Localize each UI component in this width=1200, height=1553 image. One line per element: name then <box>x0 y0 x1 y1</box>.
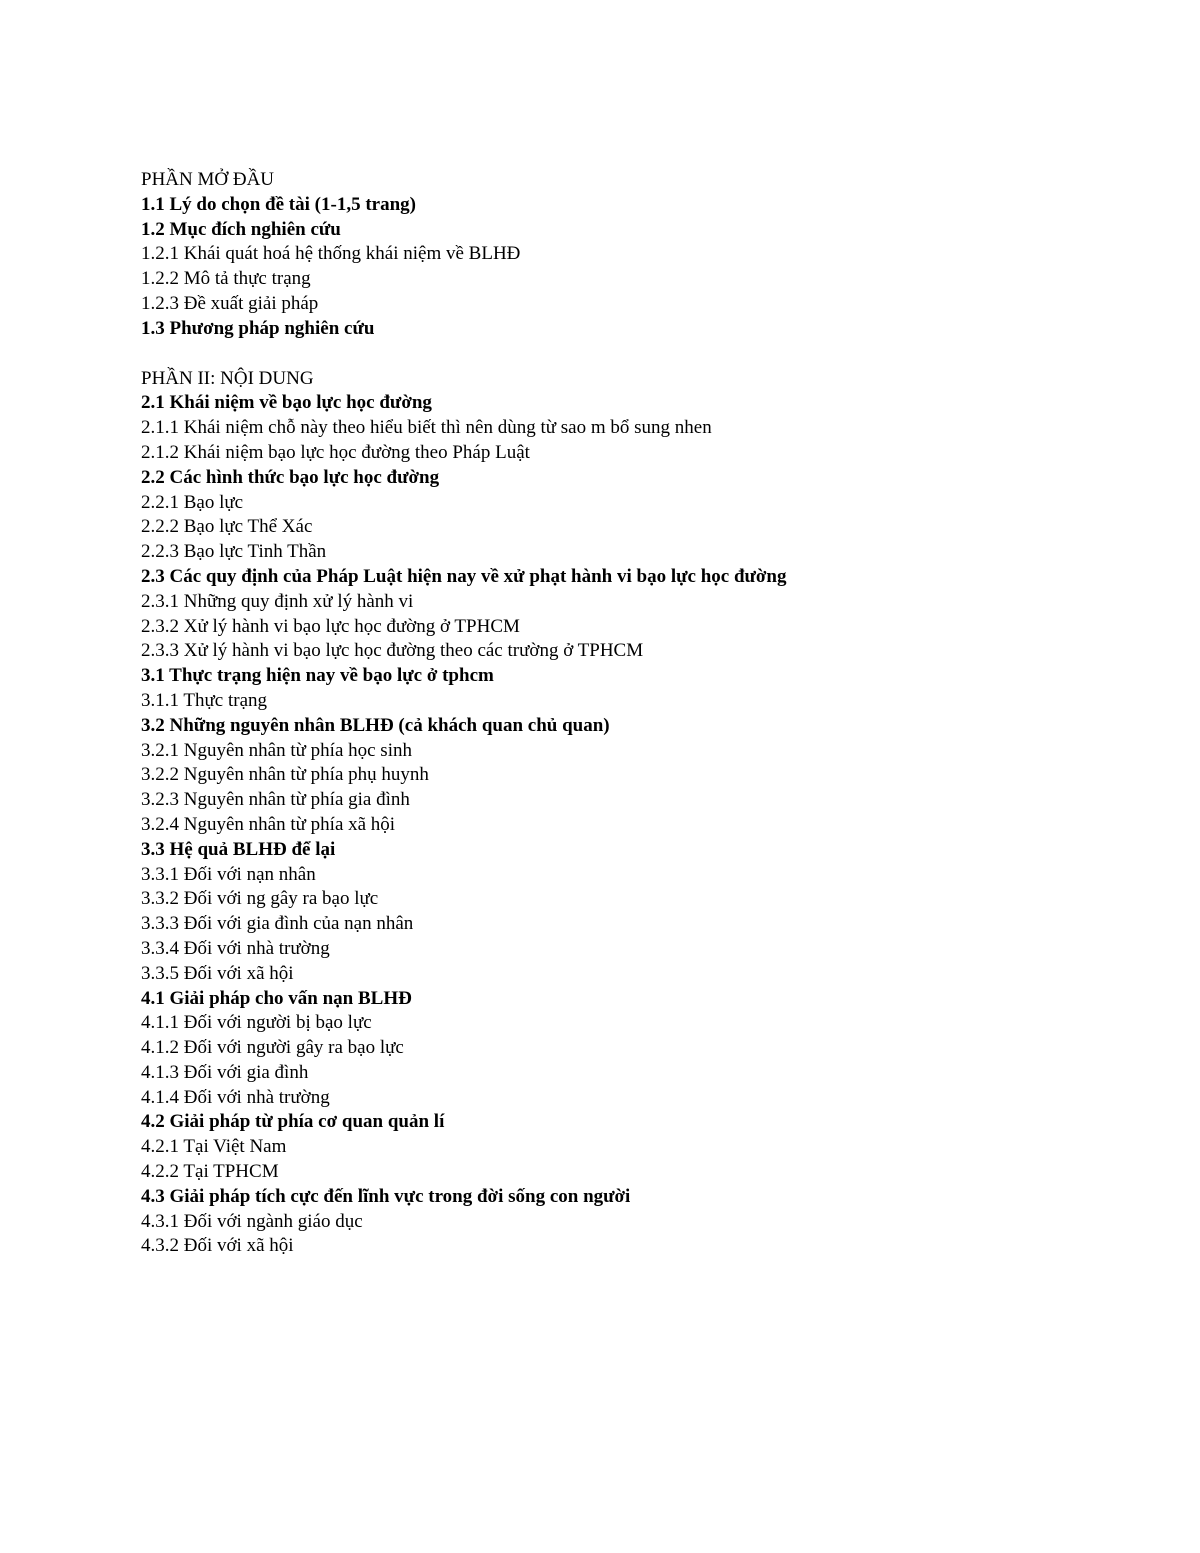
section-heading: 4.3 Giải pháp tích cực đến lĩnh vực trong đời sống con người <box>141 1185 631 1207</box>
subsection-item: 4.3.2 Đối với xã hội <box>141 1235 294 1257</box>
section-heading: 3.3 Hệ quả BLHĐ để lại <box>141 838 336 860</box>
subsection-item: 3.3.1 Đối với nạn nhân <box>141 863 316 885</box>
subsection-item: 2.2.3 Bạo lực Tinh Thần <box>141 541 327 563</box>
subsection-item: 3.3.4 Đối với nhà trường <box>141 937 330 959</box>
subsection-item: 2.3.3 Xử lý hành vi bạo lực học đường theo các trường ở TPHCM <box>141 640 644 662</box>
subsection-item: 3.1.1 Thực trạng <box>141 689 268 711</box>
subsection-item: 4.2.1 Tại Việt Nam <box>141 1136 287 1158</box>
section-heading: 4.1 Giải pháp cho vấn nạn BLHĐ <box>141 987 412 1009</box>
section-heading: 2.3 Các quy định của Pháp Luật hiện nay về xử phạt hành vi bạo lực học đường <box>141 565 787 587</box>
subsection-item: 4.1.3 Đối với gia đình <box>141 1061 309 1083</box>
subsection-item: 3.2.4 Nguyên nhân từ phía xã hội <box>141 813 396 835</box>
section-heading: 2.1 Khái niệm về bạo lực học đường <box>141 392 432 414</box>
subsection-item: 2.1.1 Khái niệm chỗ này theo hiểu biết thì nên dùng từ sao m bổ sung nhen <box>141 417 712 439</box>
document-content <box>141 168 1121 1259</box>
subsection-item: 2.1.2 Khái niệm bạo lực học đường theo Pháp Luật <box>141 441 530 463</box>
subsection-item: 3.2.1 Nguyên nhân từ phía học sinh <box>141 739 412 761</box>
subsection-item: 4.3.1 Đối với ngành giáo dục <box>141 1210 363 1232</box>
subsection-item: 2.2.2 Bạo lực Thể Xác <box>141 516 313 538</box>
subsection-item: 4.1.4 Đối với nhà trường <box>141 1086 330 1108</box>
section-heading: 4.2 Giải pháp từ phía cơ quan quản lí <box>141 1111 445 1133</box>
subsection-item: 3.2.3 Nguyên nhân từ phía gia đình <box>141 789 410 811</box>
subsection-item: 1.2.3 Đề xuất giải pháp <box>141 292 319 314</box>
section-heading: 3.2 Những nguyên nhân BLHĐ (cả khách quan chủ quan) <box>141 714 610 736</box>
subsection-item: 3.3.5 Đối với xã hội <box>141 962 294 984</box>
section-introduction <box>141 168 1121 342</box>
subsection-item: 3.3.3 Đối với gia đình của nạn nhân <box>141 913 414 935</box>
part-heading: PHẦN II: NỘI DUNG <box>141 367 314 389</box>
part-heading: PHẦN MỞ ĐẦU <box>141 169 275 190</box>
section-heading: 1.2 Mục đích nghiên cứu <box>141 218 341 240</box>
subsection-item: 4.2.2 Tại TPHCM <box>141 1161 279 1183</box>
section-heading: 2.2 Các hình thức bạo lực học đường <box>141 466 440 488</box>
subsection-item: 4.1.2 Đối với người gây ra bạo lực <box>141 1037 404 1059</box>
subsection-item: 1.2.2 Mô tả thực trạng <box>141 268 311 290</box>
subsection-item: 2.3.1 Những quy định xử lý hành vi <box>141 590 414 612</box>
section-content <box>141 367 1121 1260</box>
subsection-item: 3.3.2 Đối với ng gây ra bạo lực <box>141 888 379 910</box>
subsection-item: 2.2.1 Bạo lực <box>141 491 244 513</box>
subsection-item: 4.1.1 Đối với người bị bạo lực <box>141 1012 372 1034</box>
section-heading: 1.1 Lý do chọn đề tài (1-1,5 trang) <box>141 193 416 215</box>
subsection-item: 3.2.2 Nguyên nhân từ phía phụ huynh <box>141 764 429 786</box>
section-heading: 3.1 Thực trạng hiện nay về bạo lực ở tphcm <box>141 665 494 687</box>
subsection-item: 2.3.2 Xử lý hành vi bạo lực học đường ở TPHCM <box>141 615 520 637</box>
section-heading: 1.3 Phương pháp nghiên cứu <box>141 317 375 339</box>
subsection-item: 1.2.1 Khái quát hoá hệ thống khái niệm về BLHĐ <box>141 243 521 265</box>
